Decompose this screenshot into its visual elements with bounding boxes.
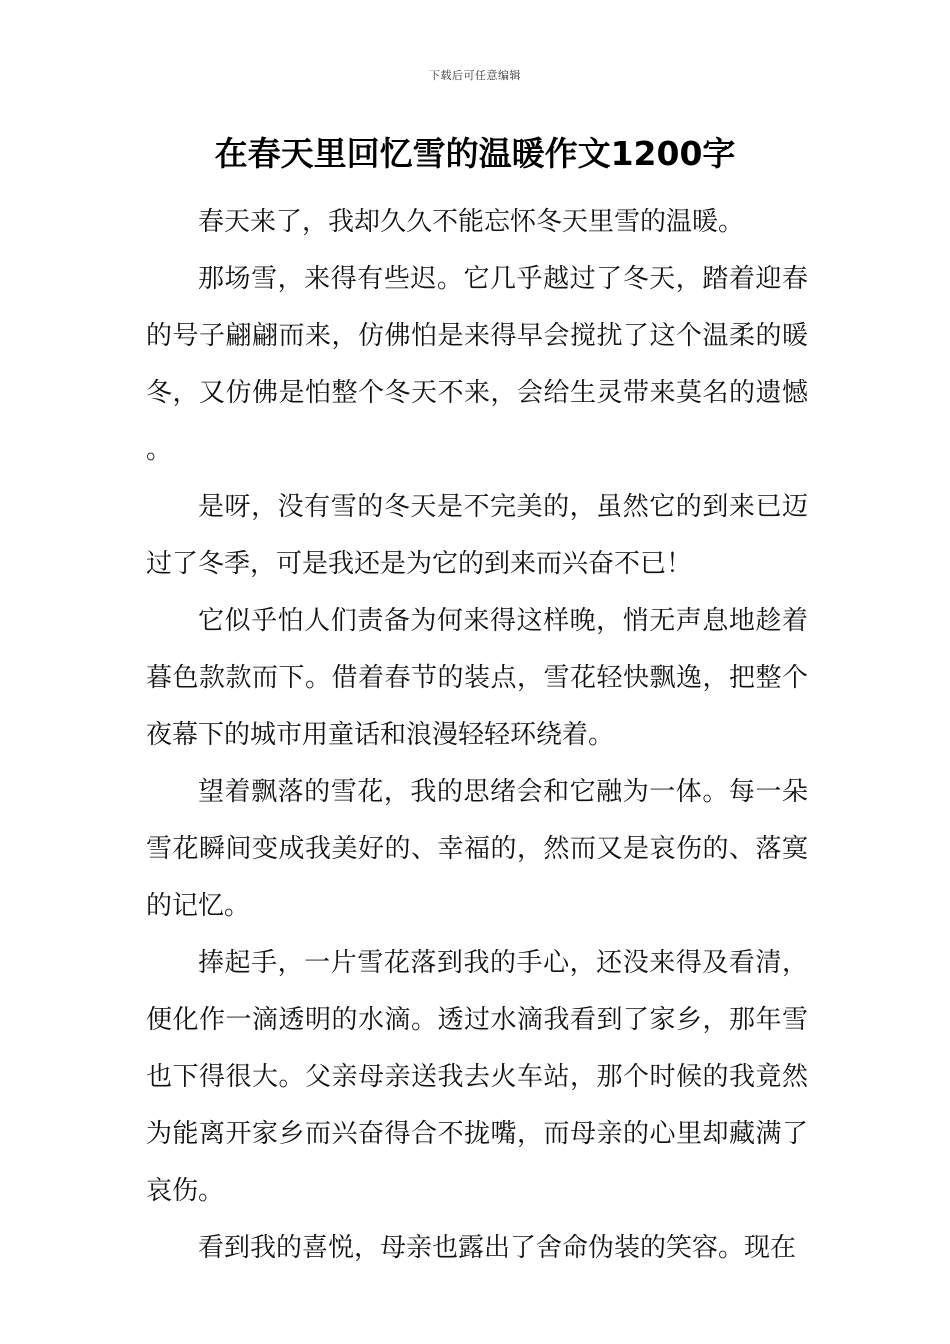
paragraph: 那场雪，来得有些迟。它几乎越过了冬天，踏着迎春的号子翩翩而来，仿佛怕是来得早会搅扰了这个温柔的暖冬，又仿佛是怕整个冬天不来，会给生灵带来莫名的遗憾。	[146, 264, 808, 465]
paragraph: 它似乎怕人们责备为何来得这样晚，悄无声息地趁着暮色款款而下。借着春节的装点，雪花轻快飘逸，把整个夜幕下的城市用童话和浪漫轻轻环绕着。	[146, 606, 808, 750]
document-title: 在春天里回忆雪的温暖作文1200字	[214, 134, 736, 173]
document-body	[146, 194, 808, 1277]
paragraph: 看到我的喜悦，母亲也露出了舍命伪装的笑容。现在	[198, 1233, 797, 1263]
paragraph: 是呀，没有雪的冬天是不完美的，虽然它的到来已迈过了冬季，可是我还是为它的到来而兴奋不已！	[146, 492, 808, 579]
paragraph: 春天来了，我却久久不能忘怀冬天里雪的温暖。	[198, 207, 745, 237]
paragraph: 望着飘落的雪花，我的思绪会和它融为一体。每一朵雪花瞬间变成我美好的、幸福的，然而又是哀伤的、落寞的记忆。	[146, 777, 808, 921]
paragraph: 捧起手，一片雪花落到我的手心，还没来得及看清，便化作一滴透明的水滴。透过水滴我看到了家乡，那年雪也下得很大。父亲母亲送我去火车站，那个时候的我竟然为能离开家乡而兴奋得合不拢嘴，而母亲的心里却藏满了哀伤。	[146, 948, 808, 1206]
header-note: 下载后可任意编辑	[429, 69, 521, 82]
